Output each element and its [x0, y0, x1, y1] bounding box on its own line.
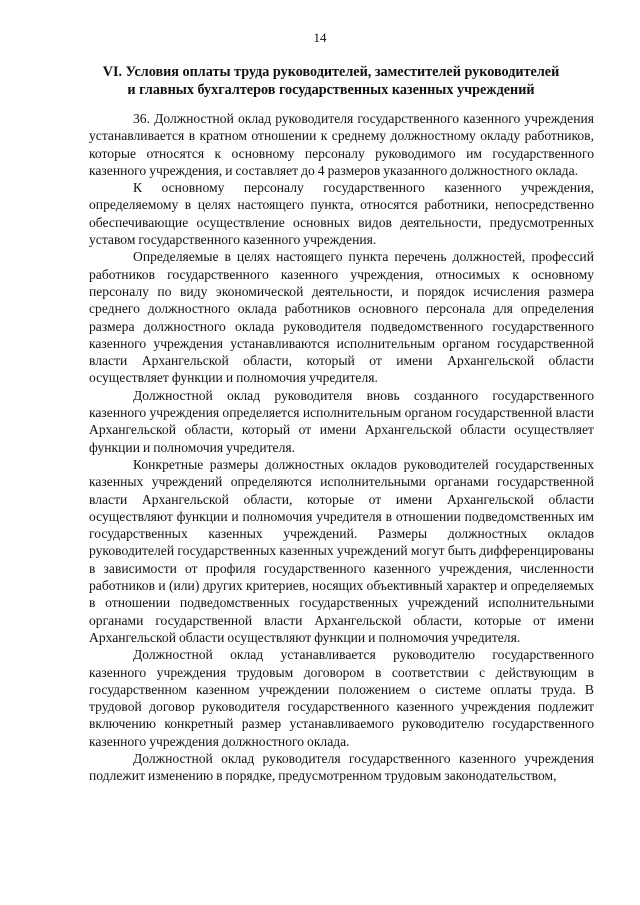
- paragraph-main-personnel: К основному персоналу государственного казенного учреждения, определяемому в целях настоящего пункта, относятся работники, непосредственно обеспечивающие осуществление основных видов деятельности, предусмотренных уставом государственного казенного учреждения.: [89, 180, 594, 248]
- paragraph-new-institution: Должностной оклад руководителя вновь созданного государственного казенного учреждения определяется исполнительным органом государственной власти Архангельской области, который от имени Архангельской области осуществляет функции и полномочия учредителя.: [89, 387, 594, 455]
- page-number: 14: [313, 30, 327, 45]
- section-heading-line-2: и главных бухгалтеров государственных казенных учреждений: [127, 82, 535, 98]
- section-heading-line-1: VI. Условия оплаты труда руководителей, заместителей руководителей: [102, 64, 560, 80]
- paragraph-36: 36. Должностной оклад руководителя государственного казенного учреждения устанавливается в кратном отношении к среднему должностному окладу работников, которые относятся к основному персоналу руководимого им государственного казенного учреждения, и составляет до 4 размеров указанного должностного оклада.: [89, 111, 594, 178]
- paragraph-salary-change: Должностной оклад руководителя государственного казенного учреждения подлежит изменению в порядке, предусмотренном трудовым законодательством,: [89, 750, 594, 784]
- body-text: [89, 110, 594, 785]
- paragraph-positions-list: Определяемые в целях настоящего пункта перечень должностей, профессий работников государственного казенного учреждения, относимых к основному персоналу по виду экономической деятельности, и порядок исчисления размера среднего должностного оклада работников основного персонала для определения размера должностного оклада руководителя подведомственного государственного казенного учреждения устанавливаются исполнительным органом государственной власти Архангельской области, который от имени Архангельской области осуществляет функции и полномочия учредителя.: [89, 249, 594, 386]
- section-heading: [80, 63, 582, 99]
- paragraph-specific-sizes: Конкретные размеры должностных окладов руководителей государственных казенных учреждений определяются исполнительными органами государственной власти Архангельской области, которые от имени Архангельской области осуществляют функции и полномочия учредителя в отношении подведомственных им государственных казенных учреждений. Размеры должностных окладов руководителей государственных казенных учреждений могут быть дифференцированы в зависимости от профиля государственного казенного учреждения, численности работников и (или) других критериев, носящих объективный характер и определяемых в отношении подведомственных государственных учреждений исполнительными органами государственной власти Архангельской области, которые от имени Архангельской области осуществляют функции и полномочия учредителя.: [89, 456, 594, 645]
- paragraph-labor-contract: Должностной оклад устанавливается руководителю государственного казенного учреждения трудовым договором в соответствии с действующим в государственном казенном учреждении положением о системе оплаты труда. В трудовой договор руководителя государственного казенного учреждения подлежит включению конкретный размер устанавливаемого руководителю государственного казенного учреждения должностного оклада.: [89, 647, 594, 749]
